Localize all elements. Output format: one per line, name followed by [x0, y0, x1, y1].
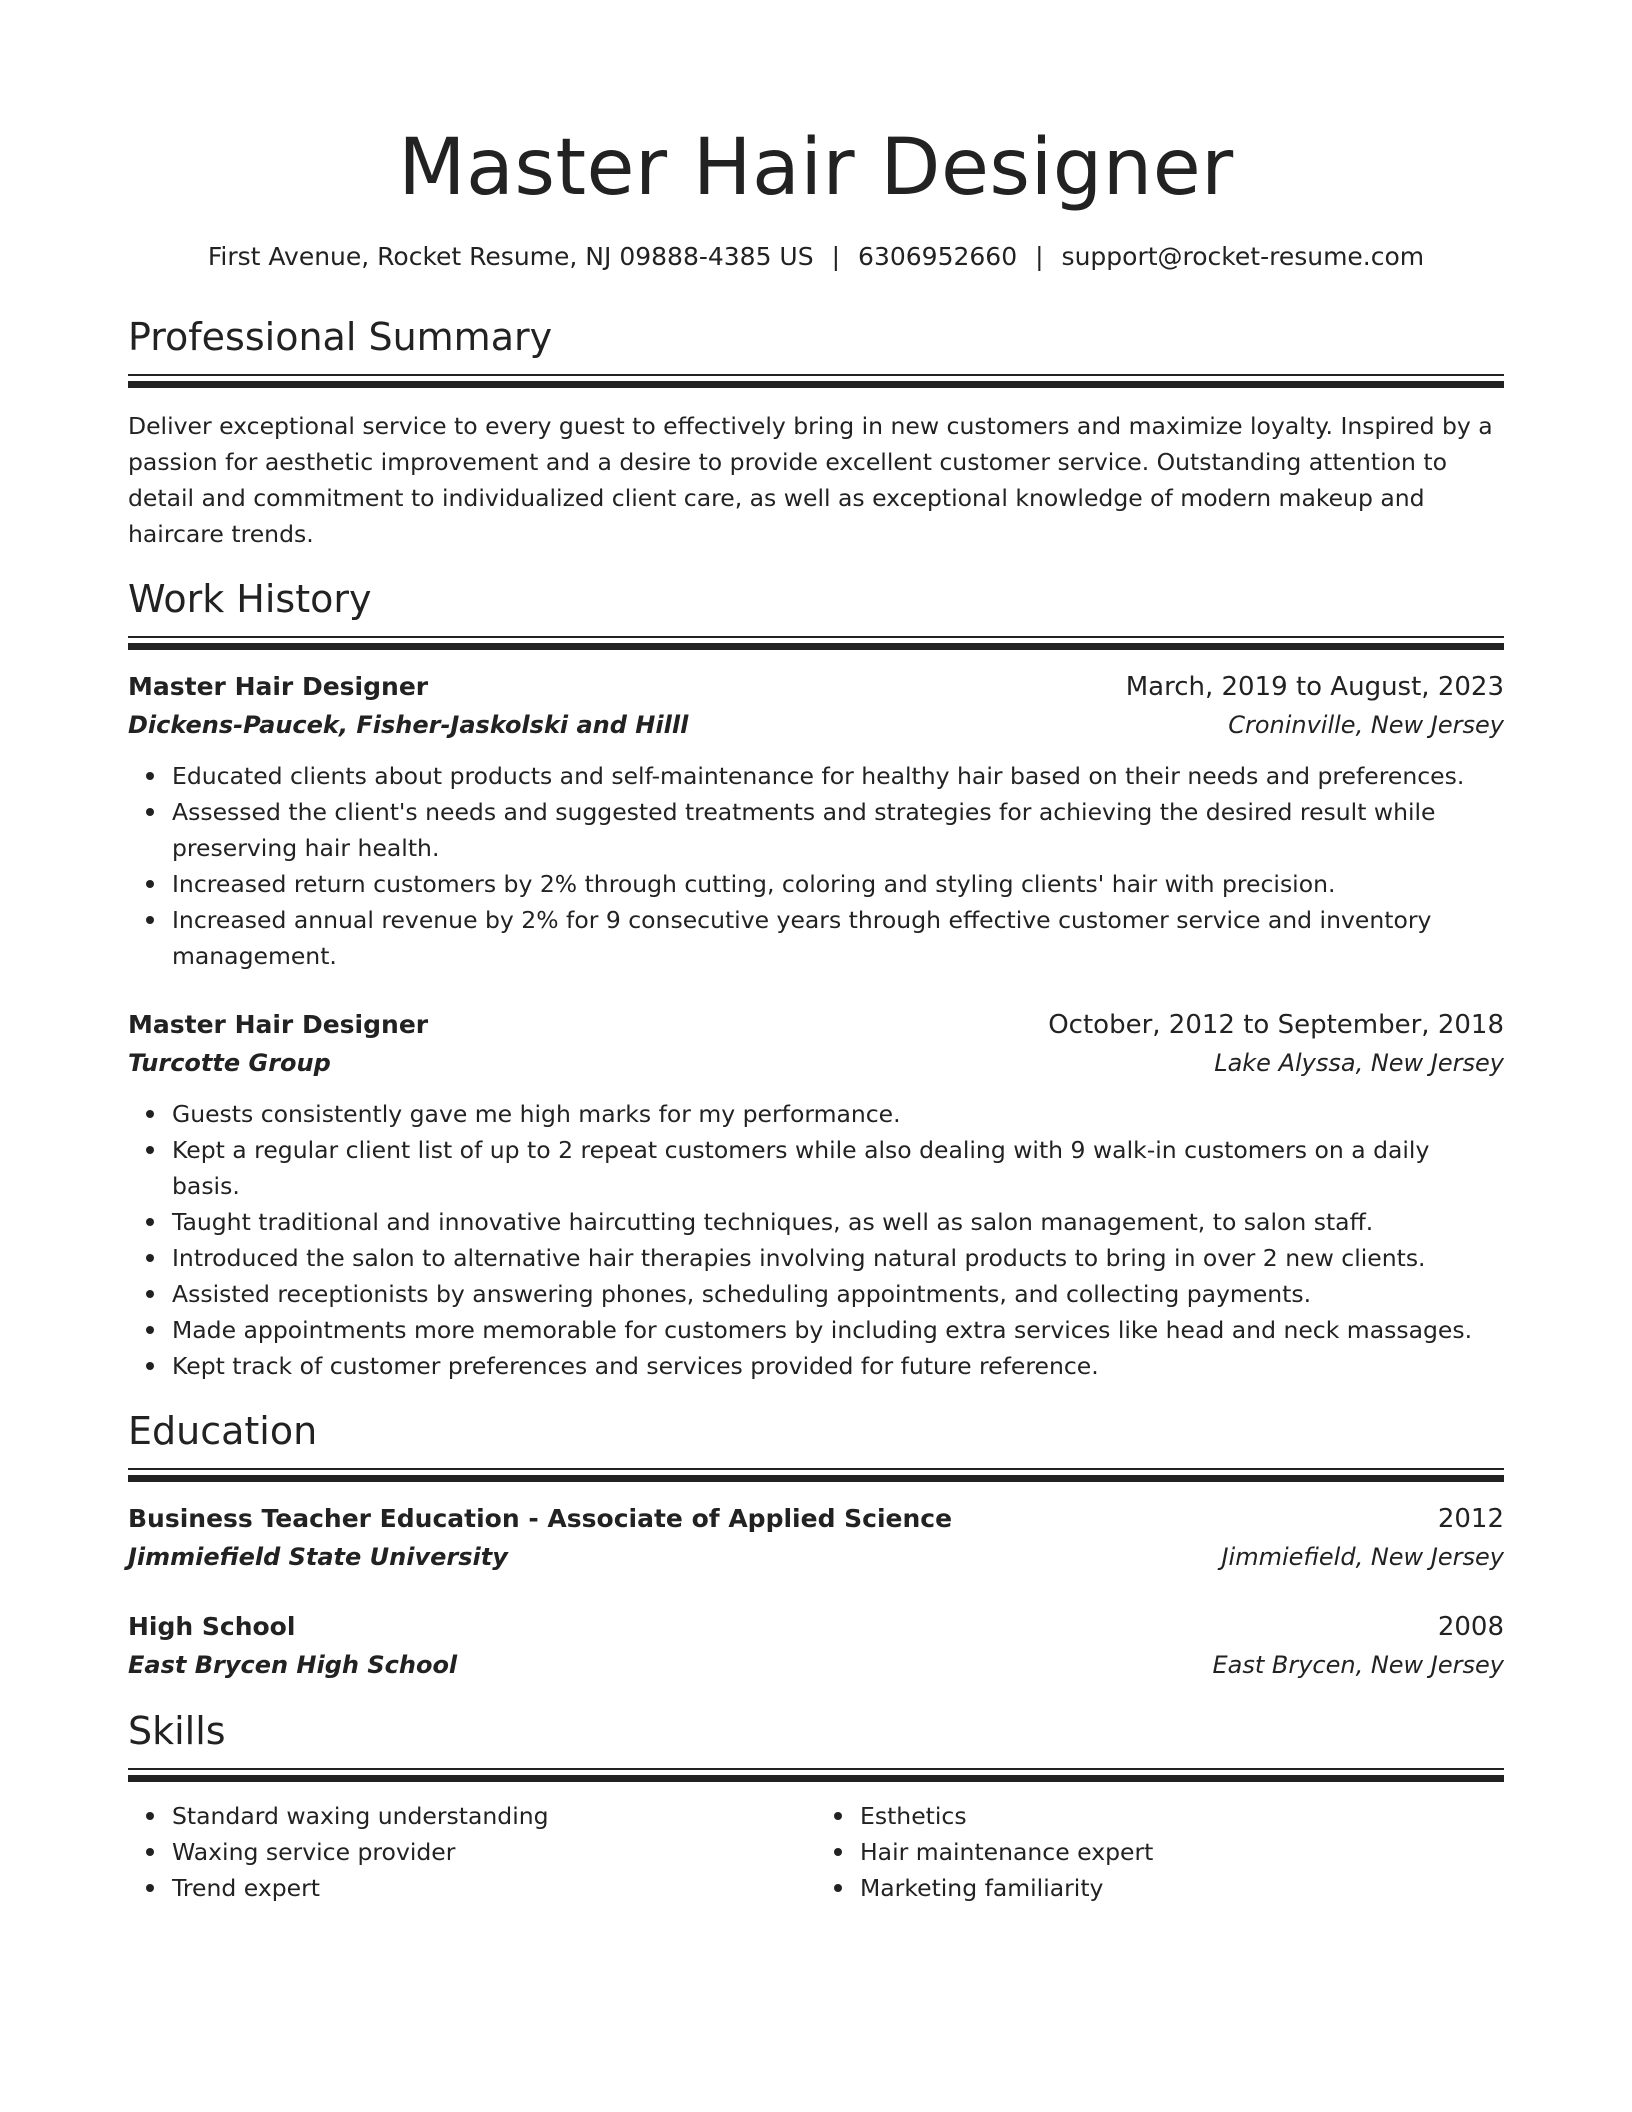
- section-divider: [128, 1468, 1504, 1484]
- education-entry: [128, 1500, 1504, 1576]
- work-section: [128, 574, 1504, 1384]
- education-year: 2012: [1437, 1504, 1504, 1534]
- school-name: Jimmiefield State University: [128, 1543, 508, 1571]
- skills-section: [128, 1706, 1504, 1906]
- job-entry: [128, 668, 1504, 974]
- skills-heading: Skills: [128, 1709, 226, 1753]
- education-section: [128, 1406, 1504, 1684]
- job-bullet: Guests consistently gave me high marks for my performance.: [172, 1096, 1504, 1132]
- degree-title: High School: [128, 1612, 296, 1641]
- section-divider: [128, 636, 1504, 652]
- school-location: Jimmiefield, New Jersey: [1221, 1543, 1504, 1571]
- education-entry: [128, 1608, 1504, 1684]
- skill-item: Esthetics: [860, 1798, 1504, 1834]
- summary-section: [128, 312, 1504, 552]
- job-bullets: [128, 1096, 1504, 1384]
- skills-columns: [128, 1798, 1504, 1906]
- degree-title: Business Teacher Education - Associate of Applied Science: [128, 1504, 953, 1533]
- job-title: Master Hair Designer: [128, 672, 429, 701]
- skills-list-right: [816, 1798, 1504, 1906]
- job-bullet: Assessed the client's needs and suggested treatments and strategies for achieving the desired result while preserving hair health.: [172, 794, 1504, 866]
- job-location: Croninville, New Jersey: [1228, 711, 1504, 739]
- work-heading: Work History: [128, 577, 372, 621]
- resume-title: Master Hair Designer: [398, 123, 1234, 213]
- job-title: Master Hair Designer: [128, 1010, 429, 1039]
- job-dates: March, 2019 to August, 2023: [1125, 672, 1504, 702]
- skill-item: Waxing service provider: [172, 1834, 816, 1870]
- job-company: Dickens-Paucek, Fisher-Jaskolski and Hilll: [128, 711, 689, 739]
- school-location: East Brycen, New Jersey: [1212, 1651, 1504, 1679]
- contact-separator: |: [1035, 242, 1044, 271]
- job-company: Turcotte Group: [128, 1049, 331, 1077]
- job-bullet: Introduced the salon to alternative hair therapies involving natural products to bring in over 2 new clients.: [172, 1240, 1504, 1276]
- skill-item: Standard waxing understanding: [172, 1798, 816, 1834]
- job-bullet: Taught traditional and innovative haircutting techniques, as well as salon management, to salon staff.: [172, 1204, 1504, 1240]
- education-year: 2008: [1437, 1612, 1504, 1642]
- job-location: Lake Alyssa, New Jersey: [1214, 1049, 1504, 1077]
- job-bullet: Assisted receptionists by answering phones, scheduling appointments, and collecting payments.: [172, 1276, 1504, 1312]
- job-bullet: Kept track of customer preferences and services provided for future reference.: [172, 1348, 1504, 1384]
- contact-separator: |: [831, 242, 841, 271]
- skills-list-left: [128, 1798, 816, 1906]
- job-bullets: [128, 758, 1504, 974]
- job-bullet: Educated clients about products and self-maintenance for healthy hair based on their needs and preferences.: [172, 758, 1504, 794]
- summary-text: Deliver exceptional service to every guest to effectively bring in new customers and maximize loyalty. Inspired by a passion for aesthetic improvement and a desire to provide excellent customer service. Outstanding attention to detail and commitment to individualized client care, as well as exceptional knowledge of modern makeup and haircare trends.: [128, 412, 1493, 548]
- phone-text: 6306952660: [858, 242, 1018, 271]
- school-name: East Brycen High School: [128, 1651, 458, 1679]
- education-heading: Education: [128, 1409, 318, 1453]
- section-divider: [128, 374, 1504, 390]
- skill-item: Marketing familiarity: [860, 1870, 1504, 1906]
- address-text: First Avenue, Rocket Resume, NJ 09888-4385 US: [207, 242, 814, 271]
- summary-heading: Professional Summary: [128, 315, 553, 359]
- skill-item: Hair maintenance expert: [860, 1834, 1504, 1870]
- contact-line: [128, 240, 1504, 274]
- skill-item: Trend expert: [172, 1870, 816, 1906]
- job-entry: [128, 1006, 1504, 1384]
- job-bullet: Increased return customers by 2% through cutting, coloring and styling clients' hair with precision.: [172, 866, 1504, 902]
- job-bullet: Made appointments more memorable for customers by including extra services like head and neck massages.: [172, 1312, 1504, 1348]
- email-text: support@rocket-resume.com: [1061, 242, 1425, 271]
- job-dates: October, 2012 to September, 2018: [1048, 1010, 1504, 1040]
- job-bullet: Increased annual revenue by 2% for 9 consecutive years through effective customer service and inventory management.: [172, 902, 1504, 974]
- section-divider: [128, 1768, 1504, 1784]
- job-bullet: Kept a regular client list of up to 2 repeat customers while also dealing with 9 walk-in customers on a daily basis.: [172, 1132, 1504, 1204]
